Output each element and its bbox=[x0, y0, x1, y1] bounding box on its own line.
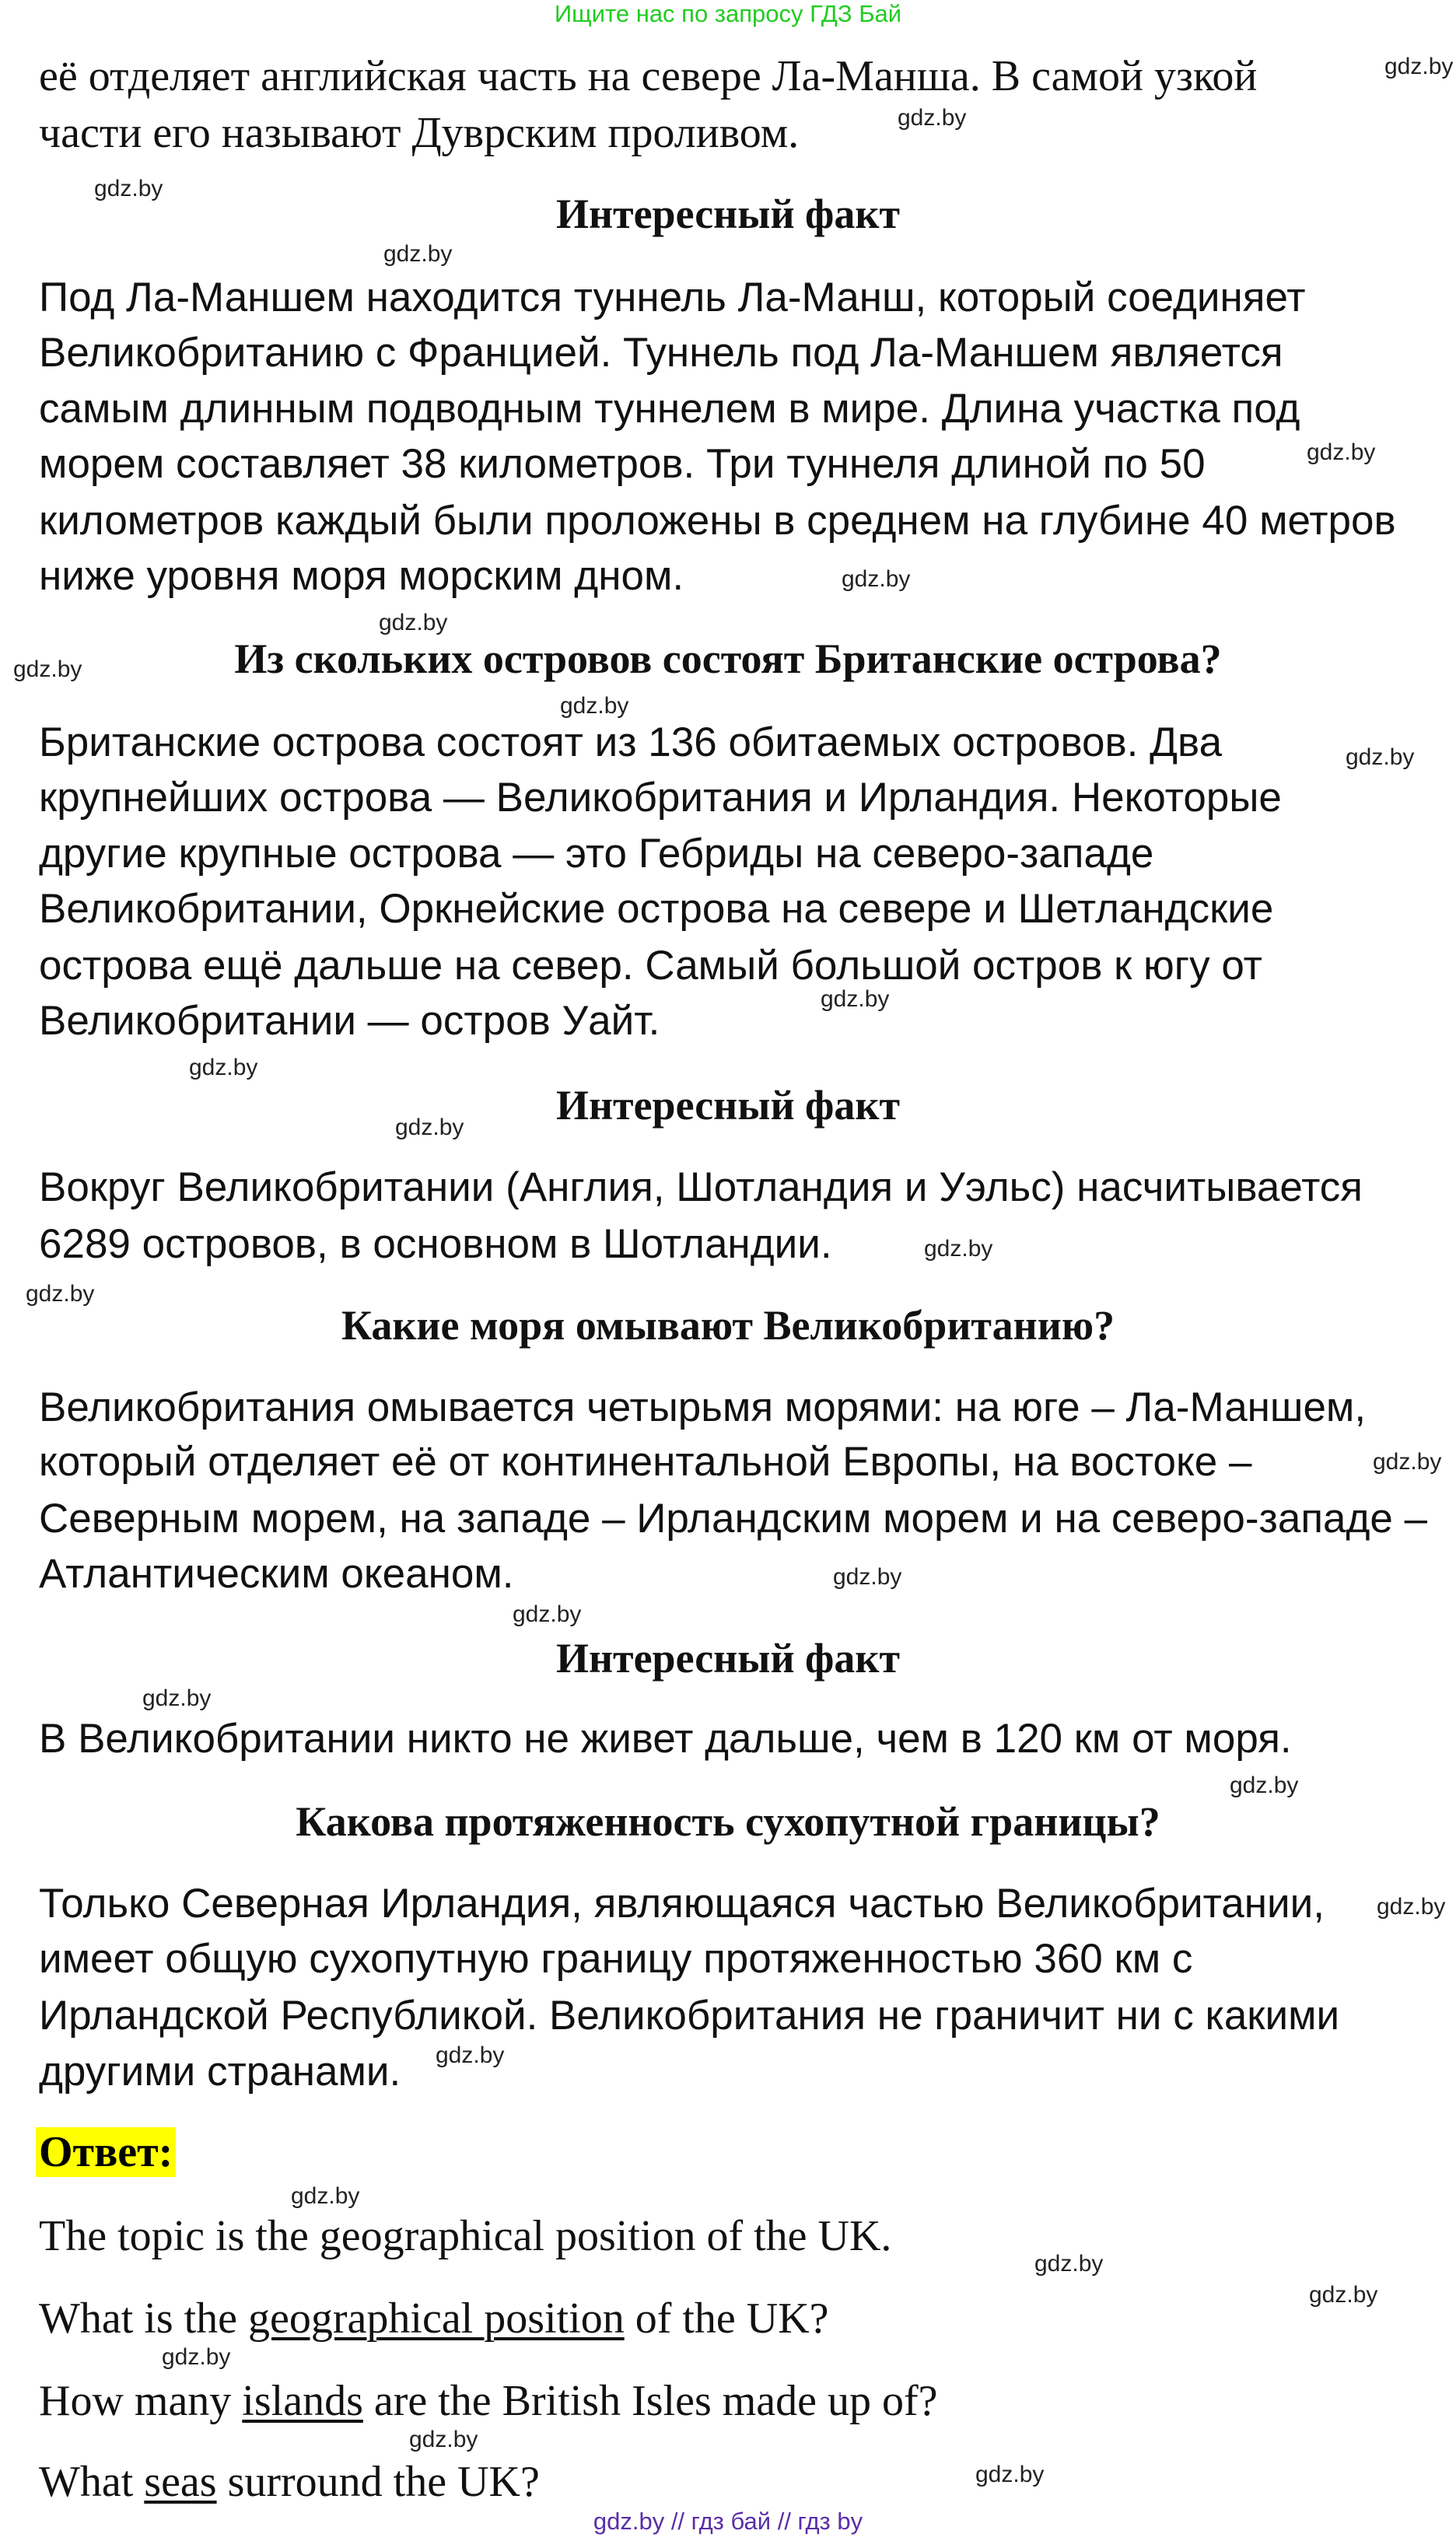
text-line: Атлантическим океаном. bbox=[39, 1551, 514, 1597]
section-heading: Какова протяженность сухопутной границы? bbox=[296, 1798, 1160, 1845]
watermark: gdz.by bbox=[898, 105, 967, 131]
answer-question-3 bbox=[39, 2454, 540, 2510]
underlined-term: seas bbox=[144, 2458, 217, 2506]
watermark: gdz.by bbox=[436, 2042, 505, 2068]
text: are the British Isles made up of? bbox=[362, 2377, 938, 2425]
text-line: Ирландской Республикой. Великобритания не граничит ни с какими bbox=[39, 1993, 1340, 2039]
text-line: части его называют Дуврским проливом. bbox=[39, 109, 800, 157]
answer-question-1 bbox=[39, 2291, 829, 2347]
watermark: gdz.by bbox=[13, 656, 82, 682]
watermark: gdz.by bbox=[975, 2462, 1045, 2487]
watermark: gdz.by bbox=[383, 241, 453, 267]
text-line: Вокруг Великобритании (Англия, Шотландия и Уэльс) насчитывается bbox=[39, 1164, 1363, 1210]
text-line: самым длинным подводным туннелем в мире. Длина участка под bbox=[39, 386, 1300, 432]
text-line: другими странами. bbox=[39, 2049, 401, 2095]
watermark: gdz.by bbox=[26, 1281, 95, 1307]
text-line: Под Ла-Маншем находится туннель Ла-Манш, который соединяет bbox=[39, 275, 1306, 320]
watermark: gdz.by bbox=[1377, 1894, 1446, 1920]
section-heading: Интересный факт bbox=[555, 191, 901, 237]
watermark: gdz.by bbox=[94, 176, 163, 201]
section-heading: Интересный факт bbox=[555, 1082, 901, 1129]
watermark: gdz.by bbox=[924, 1236, 993, 1262]
text-line: Великобритании, Оркнейские острова на севере и Шетландские bbox=[39, 886, 1274, 932]
text-line: Великобритания омывается четырьмя морями: на юге – Ла-Маншем, bbox=[39, 1384, 1367, 1430]
text-line: острова ещё дальше на север. Самый большой остров к югу от bbox=[39, 943, 1262, 989]
watermark: gdz.by bbox=[291, 2183, 360, 2209]
section-heading: Какие моря омывают Великобританию? bbox=[341, 1302, 1115, 1349]
section-heading: Интересный факт bbox=[555, 1635, 901, 1682]
text: of the UK? bbox=[624, 2294, 829, 2343]
text-line: Британские острова состоят из 136 обитаемых островов. Два bbox=[39, 719, 1223, 765]
text-line: Северным морем, на западе – Ирландским морем и на северо-западе – bbox=[39, 1496, 1428, 1542]
watermark: gdz.by bbox=[189, 1055, 258, 1080]
text-line: В Великобритании никто не живет дальше, чем в 120 км от моря. bbox=[39, 1716, 1292, 1762]
watermark: gdz.by bbox=[1230, 1773, 1299, 1798]
watermark: gdz.by bbox=[409, 2427, 478, 2452]
watermark: gdz.by bbox=[513, 1601, 582, 1627]
watermark: gdz.by bbox=[1384, 54, 1454, 79]
watermark: gdz.by bbox=[833, 1564, 902, 1590]
text-line: 6289 островов, в основном в Шотландии. bbox=[39, 1221, 832, 1267]
watermark: gdz.by bbox=[142, 1685, 212, 1711]
watermark: gdz.by bbox=[1307, 439, 1376, 465]
footer-links[interactable]: gdz.by // гдз бай // гдз by bbox=[593, 2508, 863, 2535]
text-line: Только Северная Ирландия, являющаяся частью Великобритании, bbox=[39, 1881, 1325, 1927]
text-line: крупнейших острова — Великобритания и Ирландия. Некоторые bbox=[39, 775, 1282, 821]
text: What bbox=[39, 2458, 145, 2506]
watermark: gdz.by bbox=[560, 693, 629, 719]
watermark: gdz.by bbox=[162, 2344, 231, 2370]
underlined-term: geographical position bbox=[248, 2294, 625, 2343]
watermark: gdz.by bbox=[1309, 2282, 1378, 2308]
watermark: gdz.by bbox=[1346, 744, 1415, 770]
top-banner-link[interactable]: Ищите нас по запросу ГДЗ Бай bbox=[554, 0, 902, 27]
text: How many bbox=[39, 2377, 243, 2425]
answer-label: Ответ: bbox=[36, 2127, 176, 2177]
text-line: другие крупные острова — это Гебриды на северо-западе bbox=[39, 831, 1154, 877]
text-line: километров каждый были проложены в среднем на глубине 40 метров bbox=[39, 498, 1396, 544]
watermark: gdz.by bbox=[1034, 2251, 1104, 2277]
text: What is the bbox=[39, 2294, 249, 2343]
text-line: Великобритании — остров Уайт. bbox=[39, 998, 660, 1044]
text-line: её отделяет английская часть на севере Ла-Манша. В самой узкой bbox=[39, 52, 1258, 100]
watermark: gdz.by bbox=[395, 1115, 464, 1140]
answer-topic-line: The topic is the geographical position of the UK. bbox=[39, 2212, 892, 2260]
watermark: gdz.by bbox=[379, 610, 448, 635]
answer-question-2 bbox=[39, 2373, 938, 2429]
text-line: морем составляет 38 километров. Три туннеля длиной по 50 bbox=[39, 441, 1206, 487]
text: surround the UK? bbox=[216, 2458, 540, 2506]
watermark: gdz.by bbox=[1373, 1449, 1442, 1475]
text-line: Великобританию с Францией. Туннель под Ла-Маншем является bbox=[39, 330, 1283, 376]
section-heading: Из скольких островов состоят Британские острова? bbox=[234, 635, 1222, 682]
watermark: gdz.by bbox=[842, 566, 911, 592]
watermark: gdz.by bbox=[821, 986, 890, 1012]
underlined-term: islands bbox=[242, 2377, 363, 2425]
text-line: который отделяет её от континентальной Европы, на востоке – bbox=[39, 1439, 1252, 1485]
text-line: имеет общую сухопутную границу протяженностью 360 км с bbox=[39, 1936, 1193, 1982]
text-line: ниже уровня моря морским дном. bbox=[39, 553, 684, 599]
